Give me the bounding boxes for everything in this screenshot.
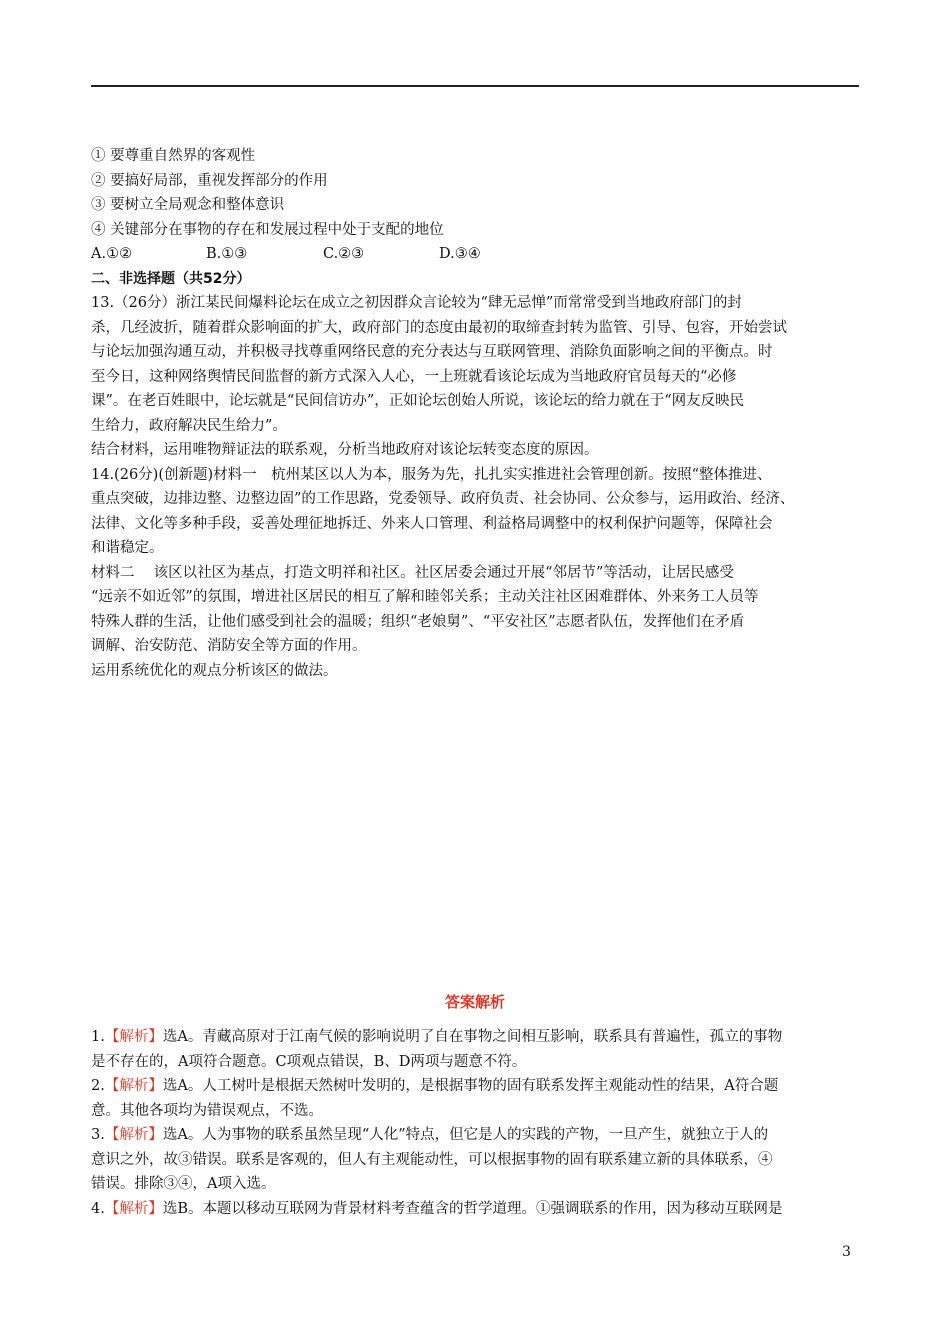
q14-line: 重点突破，边排边整、边整边固”的工作思路，党委领导、政府负责、社会协同、公众参与，运用政治、经济、 xyxy=(91,491,795,507)
choice-b: B.①③ xyxy=(206,246,248,262)
q13-line: 生给力，政府解决民生给力”。 xyxy=(91,417,287,434)
q14-line: 调解、治安防范、消防安全等方面的作用。 xyxy=(91,638,367,654)
question-13 xyxy=(91,291,861,463)
option-1: ① 要尊重自然界的客观性 xyxy=(91,148,256,164)
q14-line: “远亲不如近邻”的氛围，增进社区居民的相互了解和睦邻关系；主动关注社区困难群体、外来务工人员等 xyxy=(91,589,759,605)
q14-line: 法律、文化等多种手段，妥善处理征地拆迁、外来人口管理、利益格局调整中的权利保护问题等，保障社会 xyxy=(91,515,773,532)
answer-section-title: 答案解析 xyxy=(444,993,505,1011)
answer-item-2 xyxy=(91,1074,861,1123)
answer-number: 1. xyxy=(91,1029,105,1045)
analysis-tag: 【解析】 xyxy=(104,1078,163,1094)
answer-text: 错误。排除③④，A项入选。 xyxy=(91,1176,276,1192)
answer-text: 是不存在的，A项符合题意。C项观点错误，B、D两项与题意不符。 xyxy=(91,1053,527,1070)
answer-list xyxy=(91,1025,861,1221)
analysis-tag: 【解析】 xyxy=(104,1127,163,1143)
q14-line: 特殊人群的生活，让他们感受到社会的温暖；组织“老娘舅”、“平安社区”志愿者队伍，发挥他们在矛盾 xyxy=(91,613,745,630)
answer-text: 意。其他各项均为错误观点，不选。 xyxy=(91,1102,323,1119)
answer-item-4 xyxy=(91,1197,861,1222)
q14-line: 14.(26分)(创新题)材料一 杭州某区以人为本，服务为先，扎扎实实推进社会管理创新。按照“整体推进、 xyxy=(91,466,772,483)
answer-text: 选A。人工树叶是根据天然树叶发明的，是根据事物的固有联系发挥主观能动性的结果，A符合题 xyxy=(162,1078,779,1094)
page-number: 3 xyxy=(842,1244,851,1260)
answer-text: 选A。青藏高原对于江南气候的影响说明了自在事物之间相互影响，联系具有普遍性，孤立的事物 xyxy=(162,1029,783,1045)
answer-number: 4. xyxy=(91,1200,105,1217)
question-12-tail xyxy=(91,144,861,683)
answer-number: 3. xyxy=(91,1127,105,1143)
q13-line: 杀，几经波折，随着群众影响面的扩大，政府部门的态度由最初的取缔查封转为监管、引导、包容，开始尝试 xyxy=(91,319,787,336)
answer-text: 选A。人为事物的联系虽然呈现“人化”特点，但它是人的实践的产物，一旦产生，就独立于人的 xyxy=(162,1127,769,1143)
q13-line: 13.（26分）浙江某民间爆料论坛在成立之初因群众言论较为“肆无忌惮”而常常受到当地政府部门的封 xyxy=(91,295,742,311)
answer-text: 意识之外，故③错误。联系是客观的，但人有主观能动性，可以根据事物的固有联系建立新的具体联系，④ xyxy=(91,1151,773,1168)
choice-d: D.③④ xyxy=(439,246,481,262)
option-4: ④ 关键部分在事物的存在和发展过程中处于支配的地位 xyxy=(91,221,444,238)
choice-row xyxy=(91,242,861,267)
q13-line: 与论坛加强沟通互动，并积极寻找尊重网络民意的充分表达与互联网管理、消除负面影响之间的平衡点。时 xyxy=(91,344,773,360)
q14-line: 材料二 该区以社区为基点，打造文明祥和社区。社区居委会通过开展“邻居节”等活动，让居民感受 xyxy=(91,564,734,581)
q13-line: 课”。在老百姓眼中，论坛就是“民间信访办”，正如论坛创始人所说，该论坛的给力就在于“网友反映民 xyxy=(91,393,745,409)
header-rule xyxy=(91,85,859,87)
answer-number: 2. xyxy=(91,1078,105,1094)
choice-a: A.①② xyxy=(91,246,133,262)
q14-line: 和谐稳定。 xyxy=(91,540,164,556)
choice-c: C.②③ xyxy=(323,246,365,262)
q14-prompt: 运用系统优化的观点分析该区的做法。 xyxy=(91,662,338,679)
q13-prompt: 结合材料，运用唯物辩证法的联系观，分析当地政府对该论坛转变态度的原因。 xyxy=(91,442,599,458)
section-title: 二、非选择题（共52分） xyxy=(91,270,251,287)
analysis-tag: 【解析】 xyxy=(104,1029,163,1045)
answer-text: 选B。本题以移动互联网为背景材料考查蕴含的哲学道理。①强调联系的作用，因为移动互联网是 xyxy=(162,1200,783,1217)
option-3: ③ 要树立全局观念和整体意识 xyxy=(91,197,285,213)
question-14 xyxy=(91,463,861,684)
answer-item-1 xyxy=(91,1025,861,1074)
option-2: ② 要搞好局部，重视发挥部分的作用 xyxy=(91,172,328,189)
answer-item-3 xyxy=(91,1123,861,1197)
analysis-tag: 【解析】 xyxy=(104,1200,163,1217)
q13-line: 至今日，这种网络舆情民间监督的新方式深入人心，一上班就看该论坛成为当地政府官员每天的“必修 xyxy=(91,368,737,385)
